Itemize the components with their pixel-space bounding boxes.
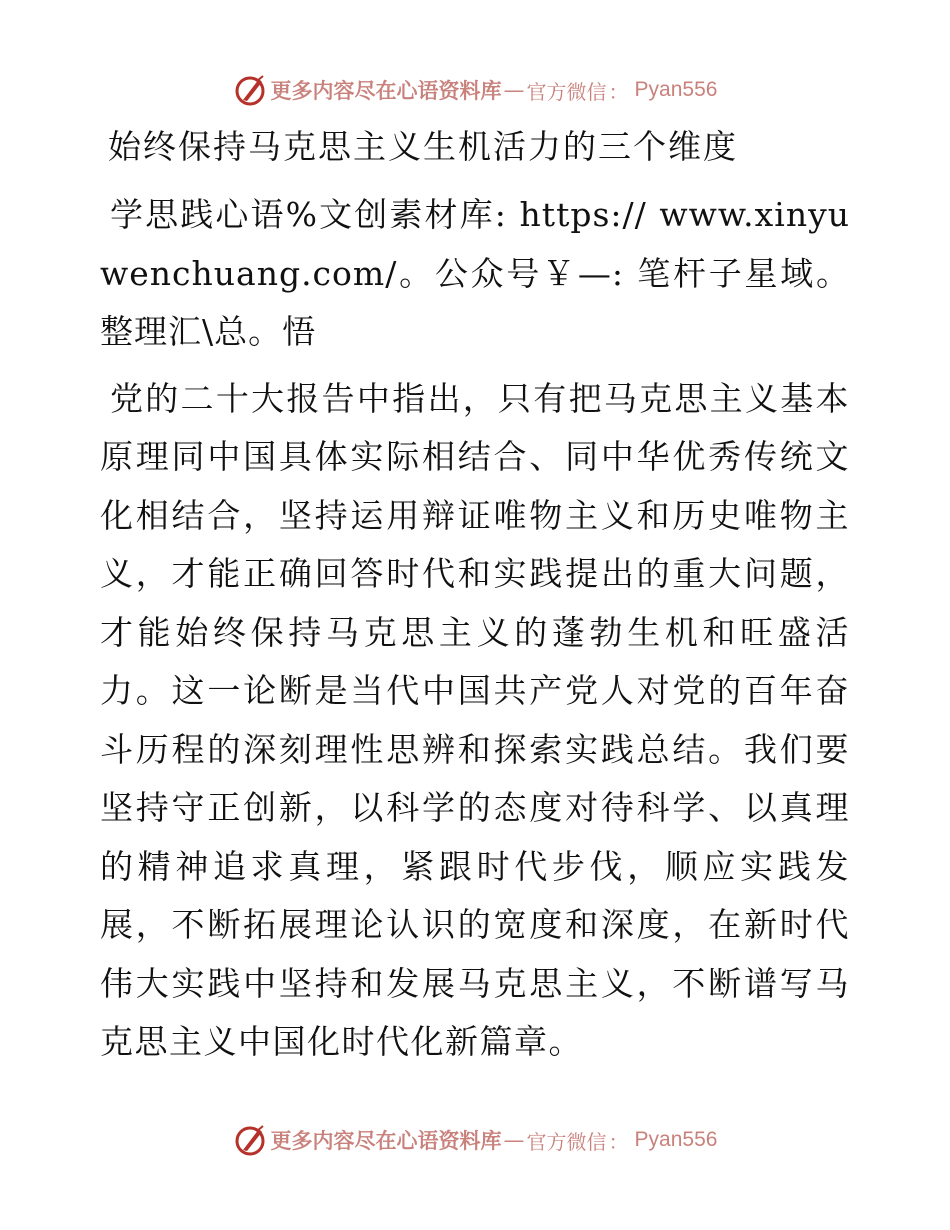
banner-wechat-label: 官方微信 <box>526 79 607 104</box>
header-banner <box>0 70 950 110</box>
quill-logo-icon <box>233 73 267 107</box>
article-title: 始终保持马克思主义生机活力的三个维度 <box>108 127 738 166</box>
quill-logo-icon <box>233 1123 267 1157</box>
banner-brand-text: 更多内容尽在心语资料库 <box>270 79 502 103</box>
article-body: 党的二十大报告中指出，只有把马克思主义基本原理同中国具体实际相结合、同中华优秀传统文化相结合，坚持运用辩证唯物主义和历史唯物主义，才能正确回答时代和实践提出的重大问题，才能始终保持马克思主义的蓬勃生机和旺盛活力。这一论断是当代中国共产党人对党的百年奋斗历程的深刻理性思辨和探索实践总结。我们要坚持守正创新，以科学的态度对待科学、以真理的精神追求真理，紧跟时代步伐，顺应实践发展，不断拓展理论认识的宽度和深度，在新时代伟大实践中坚持和发展马克思主义，不断谱写马克思主义中国化时代化新篇章。 <box>100 378 850 1061</box>
banner-colon: ： <box>608 1129 629 1154</box>
banner-separator: — <box>503 1128 525 1152</box>
banner-wechat-handle: Pyan556 <box>634 78 718 101</box>
article <box>100 118 850 1080</box>
footer-banner <box>0 1120 950 1160</box>
source-line: 学思践心语%文创素材库: https:// www.xinyuwenchuang.com/。公众号￥—: 笔杆子星域。整理汇\总。悟 <box>100 195 850 351</box>
banner-brand-text: 更多内容尽在心语资料库 <box>270 1129 502 1153</box>
banner-wechat-label: 官方微信 <box>526 1129 607 1154</box>
banner-separator: — <box>503 78 525 102</box>
banner-colon: ： <box>608 79 629 104</box>
banner-wechat-handle: Pyan556 <box>634 1128 718 1151</box>
